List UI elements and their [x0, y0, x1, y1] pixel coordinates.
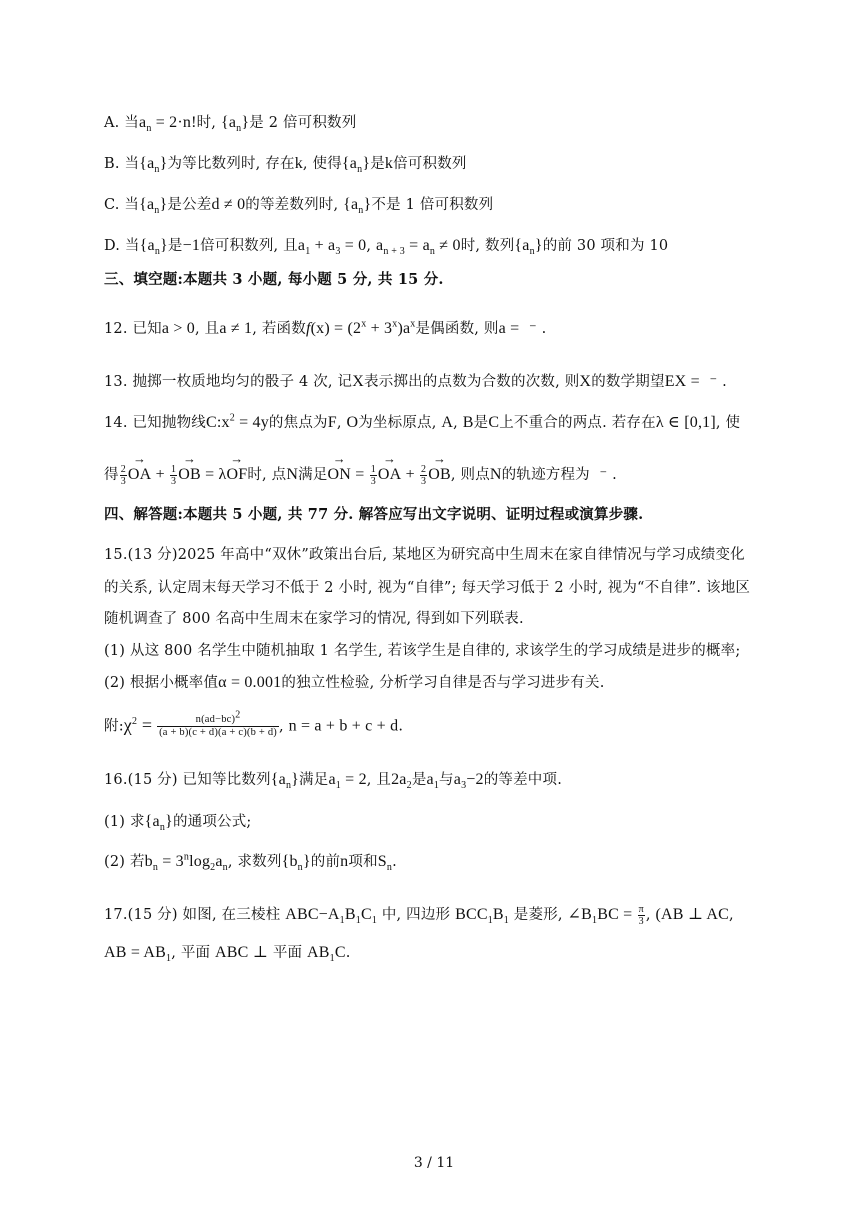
option-b: B. 当$\{a_n\}$为等比数列时, 存在k, 使得$\{a_n\}$是k倍可积数列 [104, 155, 467, 176]
question-16-line-1: 16.(15 分) 已知等比数列$\{a_n\}$满足$a_1 = 2$, 且$2a_2$是$a_1$与$a_3-2$的等差中项. [104, 771, 563, 792]
answer-blank: ⁻ [709, 374, 718, 390]
option-c: C. 当$\{a_n\}$是公差d ≠ 0的等差数列时, $\{a_n\}$不是 1 倍可积数列 [104, 196, 494, 217]
question-14-line-1: 14. 已知抛物线$C:x^2 = 4y$的焦点为F, O为坐标原点, A, B是C上不重合的两点. 若存在λ ∈ [0,1], 使 [104, 412, 741, 431]
answer-blank: ⁻ [528, 321, 537, 337]
question-16-part-2: (2) 若$b_n = 3^n\log_2a_n$, 求数列$\{b_n\}$的前n项和$S_n$. [104, 851, 397, 874]
question-15-line-3: 随机调查了 800 名高中生周末在家学习的情况, 得到如下列联表. [104, 611, 524, 627]
question-15-part-1: (1) 从这 800 名学生中随机抽取 1 名学生, 若该学生是自律的, 求该学生的学习成绩是进步的概率; [104, 643, 741, 659]
section-4-heading: 四、解答题:本题共 5 小题, 共 77 分. 解答应写出文字说明、证明过程或演算步骤. [104, 506, 644, 523]
page-number: 3 / 11 [413, 1155, 455, 1171]
question-13: 13. 抛掷一枚质地均匀的骰子 4 次, 记X表示掷出的点数为合数的次数, 则X的数学期望EX = ⁻ . [104, 373, 727, 390]
question-15-appendix: 附$:\chi^2$ = $\frac{n(ad-bc)^2}{(a + b)(c + d)(a + c)(b + d)}$ , n = a + b + c + d. [104, 709, 404, 738]
question-14-line-2: 得 $\frac{2}{3}$ → OA + $\frac{1}{3}$ → OB = λ→ OF时, 点N满足→ ON = $\frac{1}{3}$ → OA + $\frac{2}{3}$ → OB, 则点N的轨迹方程为 ⁻ . [104, 464, 617, 487]
option-d: D. 当$\{a_n\}$是−1倍可积数列, 且$a_1 + a_3 = 0$, $a_{n + 3} = a_n \ne 0$时, 数列$\{a_n\}$的前 30 项和为 10 [104, 237, 669, 258]
question-17-line-1: 17.(15 分) 如图, 在三棱柱 $ABC-A_1B_1C_1$ 中, 四边形 $BCC_1B_1$ 是菱形, $\angle B_1BC$ = $\frac{\pi}{3}$ , (AB ⊥ AC, [104, 904, 734, 927]
answer-blank: ⁻ [599, 467, 608, 484]
question-16-part-1: (1) 求$\{a_n\}$的通项公式; [104, 813, 252, 834]
question-15-part-2: (2) 根据小概率值α = 0.001的独立性检验, 分析学习自律是否与学习进步有关. [104, 674, 605, 691]
option-a: A. 当$a_n = 2\cdot n$!时, $\{a_n\}$是 2 倍可积数列 [104, 114, 357, 135]
question-15-line-1: 15.(13 分)2025 年高中“双休”政策出台后, 某地区为研究高中生周末在家自律情况与学习成绩变化 [104, 547, 745, 563]
question-15-line-2: 的关系, 认定周末每天学习不低于 2 小时, 视为“自律”; 每天学习低于 2 小时, 视为“不自律”. 该地区 [104, 580, 751, 596]
section-3-heading: 三、填空题:本题共 3 小题, 每小题 5 分, 共 15 分. [104, 271, 444, 288]
question-12: 12. 已知a > 0, 且a ≠ 1, 若函数$f(x) = (2^x + 3^x)a^x$是偶函数, 则a = ⁻ . [104, 318, 547, 337]
question-17-line-2: AB = $AB_1$, 平面 ABC ⊥ 平面 $AB_1C$. [104, 944, 351, 965]
